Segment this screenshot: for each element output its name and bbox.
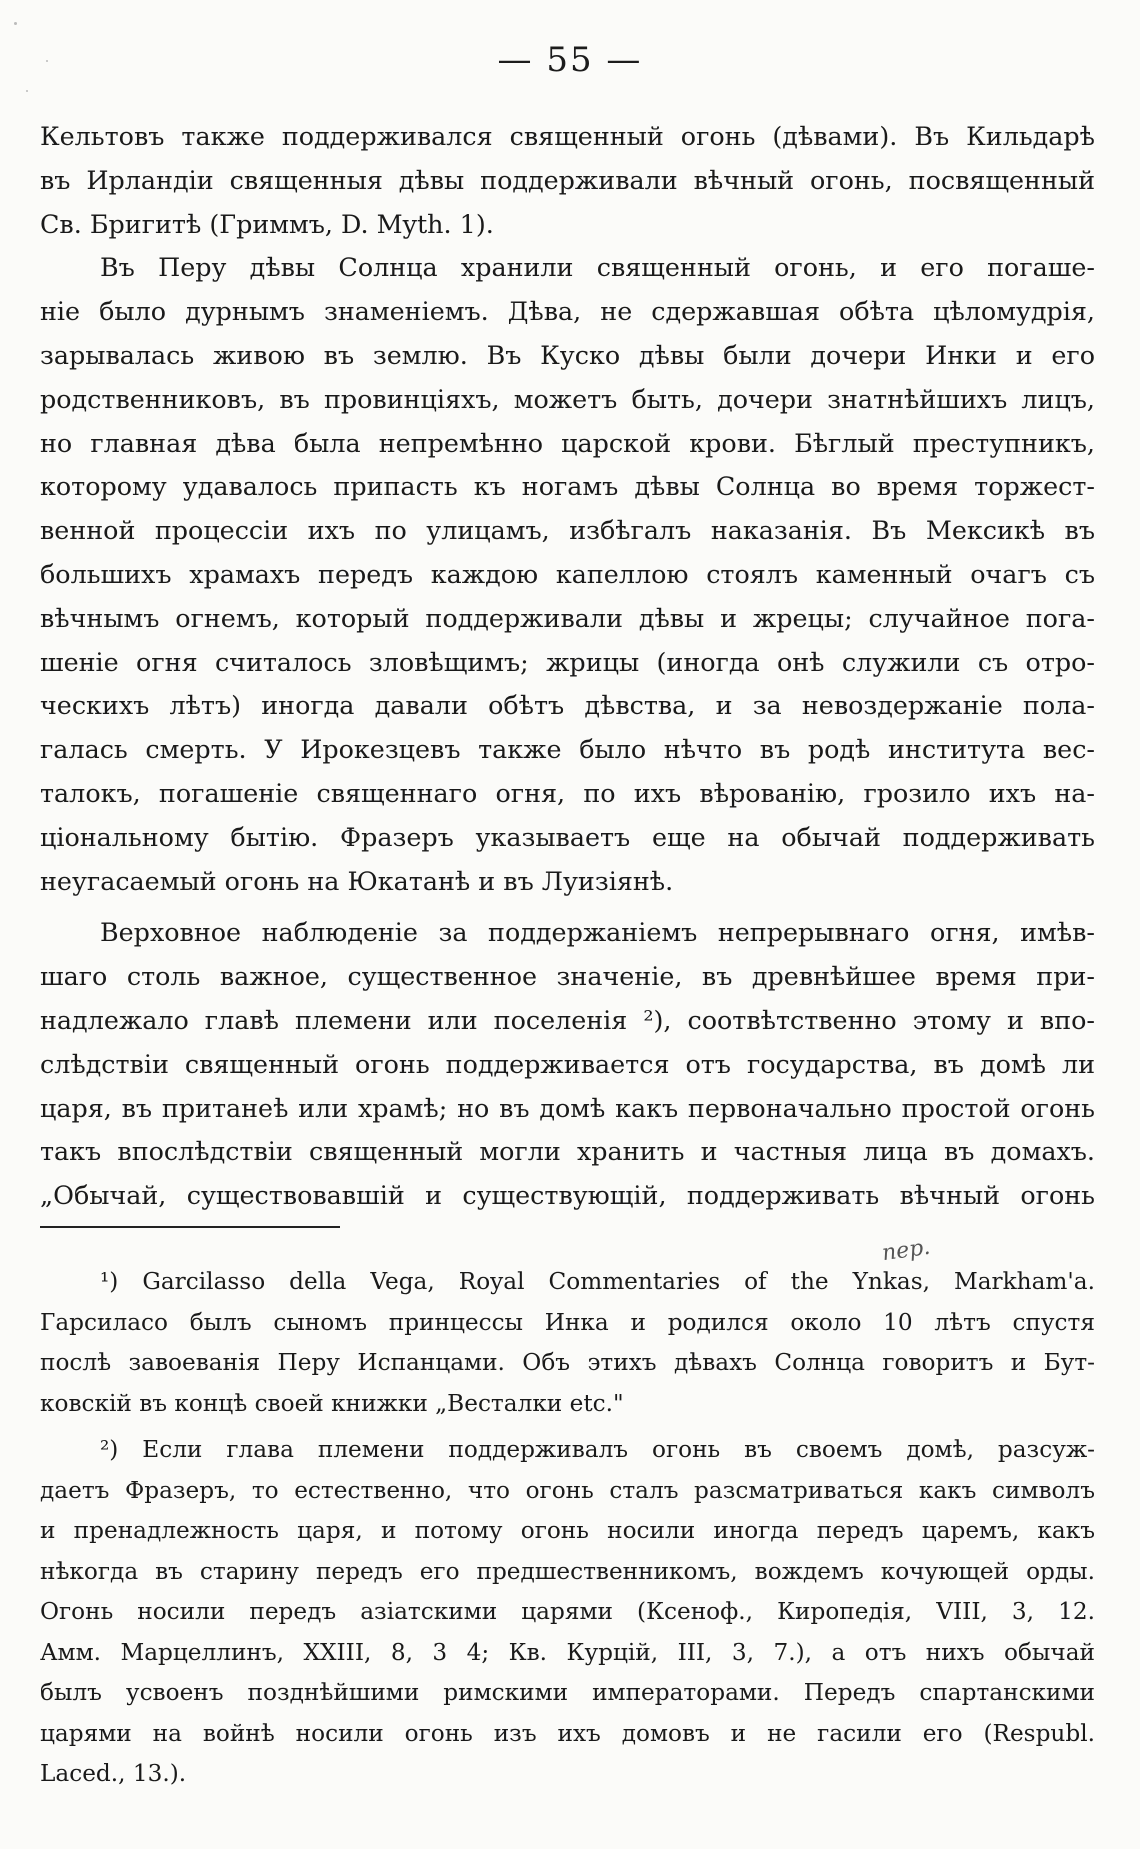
body-text — [40, 115, 1095, 1218]
text-line: ческихъ лѣтъ) иногда давали обѣтъ дѣвства, и за невоздержаніе пола- — [40, 690, 1095, 721]
footnote-line: ковскій въ концѣ своей книжки „Весталки etc." — [40, 1389, 624, 1417]
handwritten-annotation: пер. — [880, 1234, 932, 1267]
text-line: зарывалась живою въ землю. Въ Куско дѣвы были дочери Инки и его — [40, 339, 1095, 370]
text-line: шаго столь важное, существенное значеніе, въ древнѣйшее время при- — [40, 961, 1095, 992]
text-line: Верховное наблюденіе за поддержаніемъ непрерывнаго огня, имѣв- — [100, 917, 1095, 948]
text-line: родственниковъ, въ провинціяхъ, можетъ быть, дочери знатнѣйшихъ лицъ, — [40, 383, 1095, 414]
text-line: Кельтовъ также поддерживался священный огонь (дѣвами). Въ Кильдарѣ — [40, 121, 1095, 151]
text-line: въ Ирландіи священныя дѣвы поддерживали вѣчный огонь, посвященный — [40, 164, 1095, 195]
text-line: которому удавалось припасть къ ногамъ дѣвы Солнца во время торжест- — [40, 471, 1095, 502]
text-line: Св. Бригитѣ (Гриммъ, D. Myth. 1). — [40, 208, 494, 239]
text-line: надлежало главѣ племени или поселенія ²), соотвѣтственно этому и впо- — [40, 1004, 1095, 1035]
text-line: Въ Перу дѣвы Солнца хранили священный огонь, и его погаше- — [100, 252, 1095, 283]
text-line: большихъ храмахъ передъ каждою капеллою стоялъ каменный очагъ съ — [40, 558, 1095, 589]
footnote-line: Laced., 13.). — [40, 1760, 187, 1787]
text-line: такъ впослѣдствіи священный могли хранить и частныя лица въ домахъ. — [40, 1136, 1095, 1167]
text-line: слѣдствіи священный огонь поддерживается отъ государства, въ домѣ ли — [40, 1048, 1095, 1079]
footnote-line: былъ усвоенъ позднѣйшими римскими императорами. Передъ спартанскими — [40, 1679, 1095, 1706]
footnote-line: ²) Если глава племени поддерживалъ огонь въ своемъ домѣ, разсуж- — [100, 1436, 1095, 1463]
footnote-line: нѣкогда въ старину передъ его предшественникомъ, вождемъ кочующей орды. — [40, 1557, 1095, 1585]
footnotes — [40, 1262, 1095, 1795]
footnote-line: ¹) Garcilasso della Vega, Royal Commentaries of the Ynkas, Markham'a. — [100, 1268, 1095, 1295]
text-line: талокъ, погашеніе священнаго огня, по ихъ вѣрованію, грозило ихъ на- — [40, 777, 1095, 808]
page-number: — 55 — — [497, 40, 643, 80]
footnote-line: Гарсиласо былъ сыномъ принцессы Инка и родился около 10 лѣтъ спустя — [40, 1308, 1095, 1336]
footnote-separator — [40, 1226, 340, 1228]
text-line: галась смерть. У Ирокезцевъ также было нѣчто въ родѣ института вес- — [40, 734, 1095, 765]
footnote-line: Амм. Марцеллинъ, XXIII, 8, 3 4; Кв. Курцій, III, 3, 7.), а отъ нихъ обычай — [40, 1638, 1095, 1666]
scan-speck — [14, 22, 17, 25]
text-line: царя, въ пританеѣ или храмѣ; но въ домѣ какъ первоначально простой огонь — [40, 1092, 1095, 1123]
footnote-line: даетъ Фразеръ, то естественно, что огонь сталъ разсматриваться какъ символъ — [40, 1476, 1095, 1504]
text-line: но главная дѣва была непремѣнно царской крови. Бѣглый преступникъ, — [40, 427, 1095, 458]
text-line: вѣчнымъ огнемъ, который поддерживали дѣвы и жрецы; случайное пога- — [40, 602, 1095, 633]
footnote-line: царями на войнѣ носили огонь изъ ихъ домовъ и не гасили его (Respubl. — [40, 1719, 1095, 1747]
text-line: ціональному бытію. Фразеръ указываетъ еще на обычай поддерживать — [40, 821, 1095, 852]
text-line: венной процессіи ихъ по улицамъ, избѣгалъ наказанія. Въ Мексикѣ въ — [40, 515, 1095, 546]
text-line: шеніе огня считалось зловѣщимъ; жрицы (иногда онѣ служили съ отро- — [40, 646, 1095, 677]
footnote-line: послѣ завоеванія Перу Испанцами. Объ этихъ дѣвахъ Солнца говоритъ и Бут- — [40, 1349, 1095, 1376]
footnote-line: и пренадлежность царя, и потому огонь носили иногда передъ царемъ, какъ — [40, 1517, 1095, 1544]
footnote-line: Огонь носили передъ азіатскими царями (Ксеноф., Киропедія, VIII, 3, 12. — [40, 1598, 1095, 1625]
scan-speck — [26, 90, 28, 92]
text-line: „Обычай, существовавшій и существующій, поддерживать вѣчный огонь — [40, 1180, 1095, 1211]
text-line: неугасаемый огонь на Юкатанѣ и въ Луизіянѣ. — [40, 865, 674, 896]
text-line: ніе было дурнымъ знаменіемъ. Дѣва, не сдержавшая обѣта цѣломудрія, — [40, 296, 1095, 327]
